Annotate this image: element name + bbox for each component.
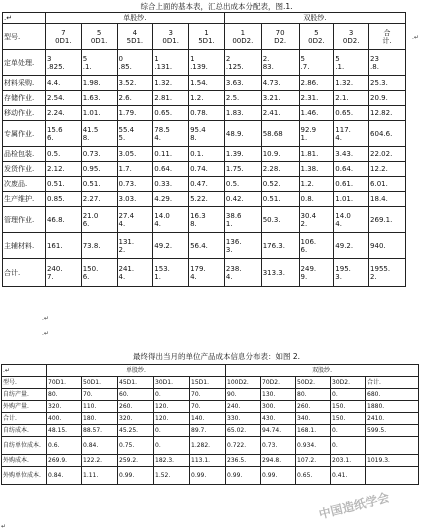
row-label: 管理作业. [3, 207, 46, 233]
value-cell: 2. 83. [261, 50, 299, 76]
value-cell: 0.73. [117, 177, 153, 192]
value-cell: 113.1. [190, 455, 226, 467]
group-double-header: 双股纱. [224, 13, 405, 24]
value-cell: 2.5. [224, 91, 261, 106]
value-cell: 260. [118, 401, 154, 413]
value-cell: 153. 1. [153, 259, 189, 287]
value-cell: 240. [226, 401, 261, 413]
table-row [3, 259, 406, 287]
value-cell: 49.2. [334, 233, 369, 259]
value-cell: 599.5. [366, 425, 419, 437]
table-1-model-header [3, 24, 406, 50]
table-1-body [3, 50, 406, 287]
table-row [3, 91, 406, 106]
value-cell: 430. [261, 413, 296, 425]
value-cell: 4.29. [153, 192, 189, 207]
value-cell: 0.33. [153, 177, 189, 192]
value-cell: 0.95. [81, 162, 117, 177]
model-cell: 1 5D1. [189, 24, 225, 50]
value-cell: 131. 2. [117, 233, 153, 259]
value-cell: 1 .139. [189, 50, 225, 76]
row-label: 材料采购. [3, 76, 46, 91]
table-row [3, 233, 406, 259]
value-cell: 120. [154, 413, 190, 425]
cost-allocation-table [2, 12, 406, 287]
value-cell: 30.4 2. [299, 207, 334, 233]
model-cell: 50D2. [296, 377, 331, 389]
table-row [3, 76, 406, 91]
value-cell: 294.8. [261, 455, 296, 467]
value-cell: 1 .131. [153, 50, 189, 76]
value-cell: 140. [190, 413, 226, 425]
row-label: 外购单位成本. [2, 467, 47, 485]
value-cell: 1.282. [190, 437, 226, 455]
value-cell: 1.46. [299, 106, 334, 121]
value-cell: 60. [118, 389, 154, 401]
value-cell: 0.99. [190, 467, 226, 485]
value-cell: 110. [82, 401, 118, 413]
model-cell: 合计. [366, 377, 419, 389]
value-cell: 6.01. [369, 177, 406, 192]
value-cell: 4.4. [45, 76, 81, 91]
value-cell: 3.43. [334, 147, 369, 162]
model-cell: 3 0D2. [334, 24, 369, 50]
value-cell: 0.65. [334, 106, 369, 121]
value-cell: 180. [82, 413, 118, 425]
value-cell [366, 467, 419, 485]
paragraph-mark: .↵ [42, 330, 49, 337]
row-label: 合计. [2, 413, 47, 425]
caption-table-1: 综合上面的基本表，汇总出成本分配表，图.1. [140, 2, 293, 11]
value-cell: 400. [47, 413, 82, 425]
value-cell: 0.64. [334, 162, 369, 177]
value-cell: 12.2. [369, 162, 406, 177]
value-cell: 1.2. [189, 91, 225, 106]
value-cell: 0.84. [82, 437, 118, 455]
row-label: 品检包装. [3, 147, 46, 162]
value-cell: 48.15. [47, 425, 82, 437]
value-cell: 4.73. [261, 76, 299, 91]
row-label: 专属作业. [3, 121, 46, 147]
table-row [3, 207, 406, 233]
table-row [2, 401, 419, 413]
value-cell: 2.54. [45, 91, 81, 106]
value-cell: 130. [261, 389, 296, 401]
value-cell: 320. [118, 413, 154, 425]
value-cell: 88.57. [82, 425, 118, 437]
model-cell: 30D2. [331, 377, 366, 389]
value-cell: 56.4. [189, 233, 225, 259]
model-cell: 5 0D1. [81, 24, 117, 50]
value-cell: 10.9. [261, 147, 299, 162]
value-cell: 2.27. [81, 192, 117, 207]
model-cell: 70 D2. [261, 24, 299, 50]
value-cell: 203.1. [331, 455, 366, 467]
model-cell: 5 0D2. [299, 24, 334, 50]
value-cell: 182.3. [154, 455, 190, 467]
value-cell: 16.3 8. [189, 207, 225, 233]
value-cell: 1.01. [334, 192, 369, 207]
table-row [2, 413, 419, 425]
table-row [3, 106, 406, 121]
value-cell: 2.6. [117, 91, 153, 106]
value-cell: 0.6. [47, 437, 82, 455]
value-cell: 25.3. [369, 76, 406, 91]
table-row [2, 467, 419, 485]
value-cell: 14.0 4. [153, 207, 189, 233]
value-cell: 249. 9. [299, 259, 334, 287]
value-cell: 38.6 1. [224, 207, 261, 233]
value-cell: 0.99. [118, 467, 154, 485]
value-cell: 0.73. [81, 147, 117, 162]
row-label: 自纺产量. [2, 389, 47, 401]
value-cell: 176.3. [261, 233, 299, 259]
value-cell: 269.9. [47, 455, 82, 467]
value-cell: 259.2. [118, 455, 154, 467]
value-cell: 330. [226, 413, 261, 425]
value-cell: 269.1. [369, 207, 406, 233]
value-cell: 1.63. [81, 91, 117, 106]
model-cell: 30D1. [154, 377, 190, 389]
row-label: 自纺成本. [2, 425, 47, 437]
table-1-group-header [3, 13, 406, 24]
value-cell: 0.5. [224, 177, 261, 192]
value-cell: 604.6. [369, 121, 406, 147]
value-cell: 0.1. [189, 147, 225, 162]
value-cell: 940. [369, 233, 406, 259]
table-row [2, 437, 419, 455]
value-cell: 3.52. [117, 76, 153, 91]
value-cell: 0.8. [299, 192, 334, 207]
value-cell: 65.02. [226, 425, 261, 437]
model-cell: 合 计. [369, 24, 406, 50]
value-cell: 2410. [366, 413, 419, 425]
table-2-corner-cell: .↵ [2, 365, 47, 377]
value-cell: 46.8. [45, 207, 81, 233]
value-cell: 340. [296, 413, 331, 425]
group-double-header: 双股纱. [226, 365, 419, 377]
group-single-header: 单股纱. [45, 13, 224, 24]
table-row [3, 147, 406, 162]
value-cell: 0.47. [189, 177, 225, 192]
value-cell: 2.1. [334, 91, 369, 106]
model-cell: 70D1. [47, 377, 82, 389]
paragraph-mark: .↵ [42, 315, 49, 322]
value-cell: 41.5 8. [81, 121, 117, 147]
value-cell: 80. [47, 389, 82, 401]
value-cell: 0. [154, 389, 190, 401]
paragraph-mark: ↵ [1, 523, 7, 530]
value-cell: 70. [190, 401, 226, 413]
value-cell: 14.0 4. [334, 207, 369, 233]
value-cell: 0. [331, 437, 366, 455]
model-cell: 7 0D1. [45, 24, 81, 50]
value-cell: 0.52. [261, 177, 299, 192]
value-cell: 12.82. [369, 106, 406, 121]
row-label: 定单处理. [3, 50, 46, 76]
value-cell: 1.2. [299, 177, 334, 192]
model-cell: 45D1. [118, 377, 154, 389]
value-cell: 1.11. [82, 467, 118, 485]
value-cell: 3.63. [224, 76, 261, 91]
value-cell: 0.74. [189, 162, 225, 177]
row-label: 主辅材料. [3, 233, 46, 259]
model-cell: 50D1. [82, 377, 118, 389]
value-cell: 21.0 6. [81, 207, 117, 233]
value-cell: 0.5. [45, 147, 81, 162]
row-label: 外购成本. [2, 455, 47, 467]
value-cell: 0.61. [334, 177, 369, 192]
value-cell: 27.4 4. [117, 207, 153, 233]
value-cell: 150. [331, 401, 366, 413]
value-cell: 680. [366, 389, 419, 401]
value-cell: 58.68 [261, 121, 299, 147]
value-cell: 1.7. [117, 162, 153, 177]
paragraph-mark: .↵ [412, 34, 419, 41]
value-cell: 2.81. [153, 91, 189, 106]
value-cell: 1.75. [224, 162, 261, 177]
value-cell: 0.99. [226, 467, 261, 485]
value-cell: 0.65. [296, 467, 331, 485]
table-row [2, 455, 419, 467]
caption-table-2: 最终得出当月的单位产品成本信息分布表：如图 2. [132, 352, 301, 361]
row-label: 生产维护. [3, 192, 46, 207]
value-cell: 122.2. [82, 455, 118, 467]
row-label: 自纺单位成本. [2, 437, 47, 455]
table-row [3, 50, 406, 76]
model-cell: 1 00D2. [224, 24, 261, 50]
value-cell: 1880. [366, 401, 419, 413]
value-cell: 2.41. [261, 106, 299, 121]
value-cell: 179. 4. [189, 259, 225, 287]
value-cell: 1019.3. [366, 455, 419, 467]
value-cell: 78.5 4. [153, 121, 189, 147]
value-cell: 2 .125. [224, 50, 261, 76]
value-cell: 3.21. [261, 91, 299, 106]
value-cell: 1.32. [334, 76, 369, 91]
table-1-corner-cell: .↵ [3, 13, 46, 24]
value-cell: 0.78. [189, 106, 225, 121]
value-cell: 0.41. [331, 467, 366, 485]
value-cell: 18.4. [369, 192, 406, 207]
group-single-header: 单股纱. [47, 365, 226, 377]
model-cell: 4 5D1. [117, 24, 153, 50]
table-2-model-header [2, 377, 419, 389]
watermark: 中国造纸学会 [317, 490, 391, 522]
value-cell: 50.3. [261, 207, 299, 233]
value-cell: 70. [190, 389, 226, 401]
value-cell: 241. 4. [117, 259, 153, 287]
value-cell: 0.84. [47, 467, 82, 485]
row-label: 次废品. [3, 177, 46, 192]
value-cell: 55.4 5. [117, 121, 153, 147]
value-cell: 1.39. [224, 147, 261, 162]
value-cell: 161. [45, 233, 81, 259]
value-cell: 5 .7. [299, 50, 334, 76]
value-cell: 95.4 8. [189, 121, 225, 147]
value-cell: 2.24. [45, 106, 81, 121]
value-cell: 89.7. [190, 425, 226, 437]
row-label: 存储作业. [3, 91, 46, 106]
value-cell: 2.28. [261, 162, 299, 177]
value-cell: 260. [296, 401, 331, 413]
value-cell: 48.9. [224, 121, 261, 147]
value-cell: 195. 3. [334, 259, 369, 287]
value-cell: 3.05. [117, 147, 153, 162]
value-cell: 0.934. [296, 437, 331, 455]
table-row [3, 177, 406, 192]
value-cell: 1.81. [299, 147, 334, 162]
value-cell: 0 .85. [117, 50, 153, 76]
value-cell: 0.85. [45, 192, 81, 207]
value-cell: 1.54. [189, 76, 225, 91]
value-cell: 20.9. [369, 91, 406, 106]
value-cell: 0.51. [45, 177, 81, 192]
value-cell: 1.83. [224, 106, 261, 121]
value-cell: 0.64. [153, 162, 189, 177]
value-cell: 0. [154, 437, 190, 455]
value-cell: 80. [296, 389, 331, 401]
value-cell: 0.11. [153, 147, 189, 162]
value-cell: 3.03. [117, 192, 153, 207]
value-cell: 1.79. [117, 106, 153, 121]
value-cell: 117. 4. [334, 121, 369, 147]
table-row [3, 121, 406, 147]
value-cell: 120. [154, 401, 190, 413]
value-cell: 5 .1. [81, 50, 117, 76]
value-cell: 150. [331, 413, 366, 425]
value-cell: 1.32. [153, 76, 189, 91]
model-cell: 70D2. [261, 377, 296, 389]
value-cell: 0.65. [153, 106, 189, 121]
value-cell: 2.31. [299, 91, 334, 106]
value-cell: 3 .825. [45, 50, 81, 76]
model-header-label: 型号. [2, 377, 47, 389]
value-cell: 2.12. [45, 162, 81, 177]
value-cell: 0.51. [261, 192, 299, 207]
value-cell: 150. 6. [81, 259, 117, 287]
value-cell: 22.02. [369, 147, 406, 162]
table-2-body [2, 389, 419, 485]
value-cell: 1.01. [81, 106, 117, 121]
value-cell: 70. [82, 389, 118, 401]
value-cell: 0.42. [224, 192, 261, 207]
value-cell [366, 437, 419, 455]
value-cell: 90. [226, 389, 261, 401]
model-header-label: 型号. [3, 24, 46, 50]
value-cell: 0.722. [226, 437, 261, 455]
row-label: 移动作业. [3, 106, 46, 121]
value-cell: 1.98. [81, 76, 117, 91]
row-label: 合计. [3, 259, 46, 287]
value-cell: 320. [47, 401, 82, 413]
row-label: 发货作业. [3, 162, 46, 177]
value-cell: 0.51. [81, 177, 117, 192]
value-cell: 5 .1. [334, 50, 369, 76]
value-cell: 15.6 6. [45, 121, 81, 147]
value-cell: 0. [331, 425, 366, 437]
table-row [2, 425, 419, 437]
value-cell: 0.73. [261, 437, 296, 455]
value-cell: 92.9 1. [299, 121, 334, 147]
value-cell: 1.38. [299, 162, 334, 177]
value-cell: 168.1. [296, 425, 331, 437]
value-cell: 49.2. [153, 233, 189, 259]
value-cell: 23 .8. [369, 50, 406, 76]
value-cell: 240. 7. [45, 259, 81, 287]
value-cell: 94.74. [261, 425, 296, 437]
table-row [2, 389, 419, 401]
table-2-group-header [2, 365, 419, 377]
value-cell: 313.3. [261, 259, 299, 287]
value-cell: 0. [331, 389, 366, 401]
value-cell: 0.75. [118, 437, 154, 455]
table-row [3, 192, 406, 207]
value-cell: 136. 3. [224, 233, 261, 259]
value-cell: 236.5. [226, 455, 261, 467]
value-cell: 73.8. [81, 233, 117, 259]
model-cell: 3 0D1. [153, 24, 189, 50]
value-cell: 5.22. [189, 192, 225, 207]
model-cell: 15D1. [190, 377, 226, 389]
table-row [3, 162, 406, 177]
value-cell: 0. [154, 425, 190, 437]
value-cell: 45.25. [118, 425, 154, 437]
value-cell: 0.99. [261, 467, 296, 485]
value-cell: 238. 4. [224, 259, 261, 287]
value-cell: 1955. 2. [369, 259, 406, 287]
value-cell: 2.86. [299, 76, 334, 91]
row-label: 外购产量. [2, 401, 47, 413]
value-cell: 106. 6. [299, 233, 334, 259]
unit-cost-table [1, 364, 419, 485]
model-cell: 100D2. [226, 377, 261, 389]
value-cell: 107.2. [296, 455, 331, 467]
value-cell: 1.52. [154, 467, 190, 485]
value-cell: 300. [261, 401, 296, 413]
